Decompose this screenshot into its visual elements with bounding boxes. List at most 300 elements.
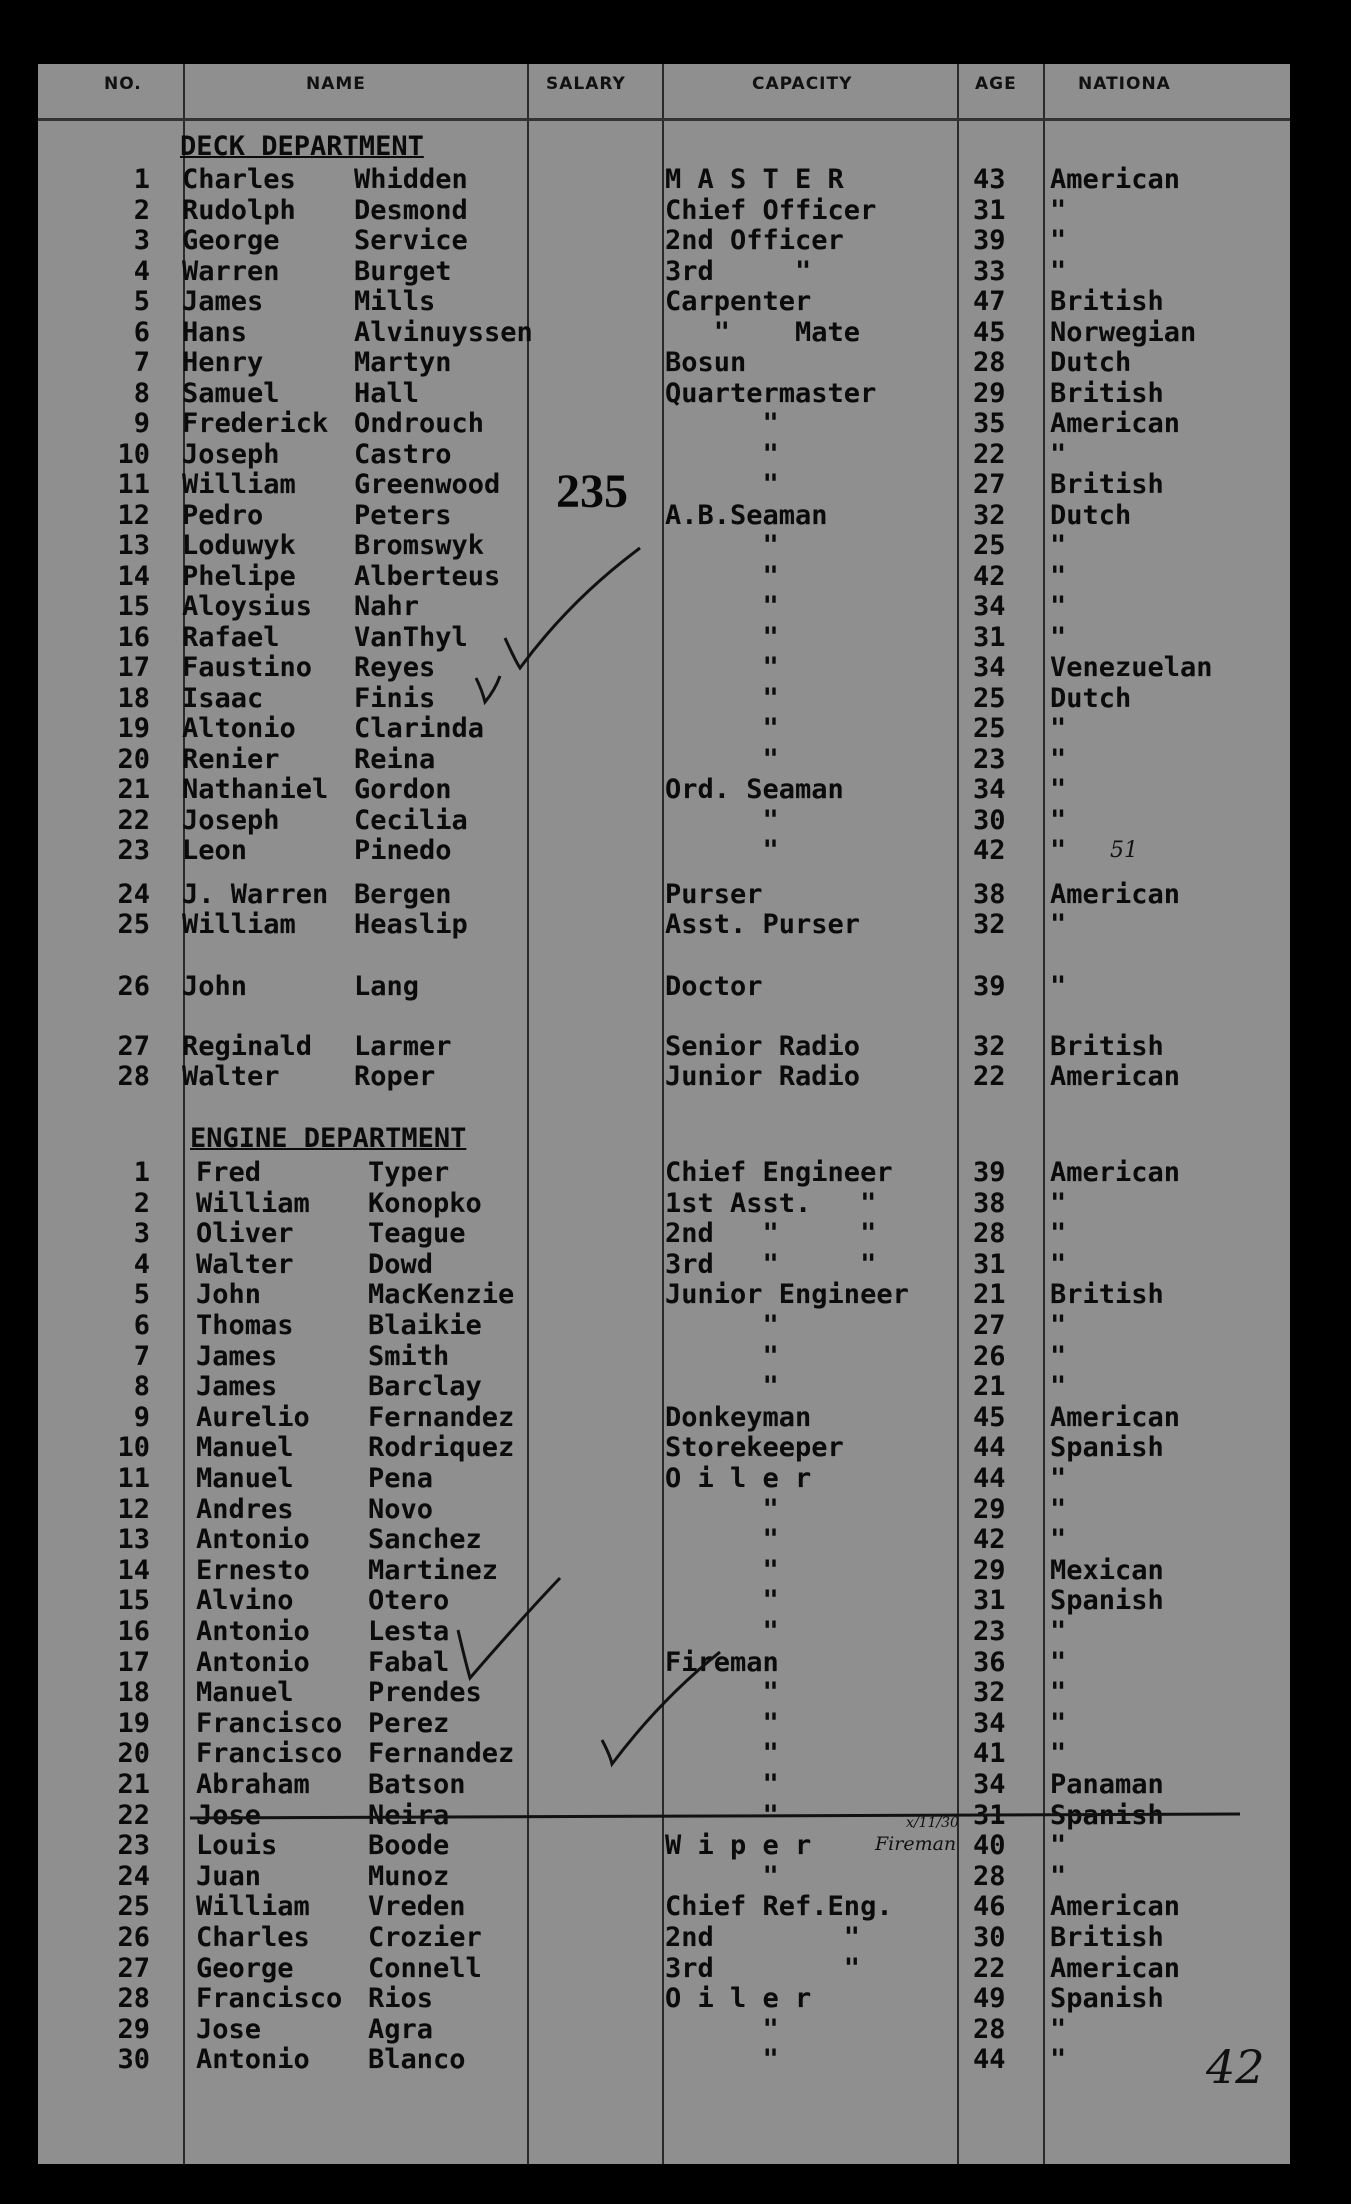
engine-age: 34: [973, 1769, 1006, 1800]
deck-last-name: Whidden: [354, 164, 468, 195]
engine-age: 21: [973, 1279, 1006, 1311]
deck-first-name: Hans: [182, 316, 248, 348]
engine-last-name: Novo: [368, 1493, 434, 1525]
deck-last-name: Alvinuyssen: [354, 316, 533, 348]
deck-last-name: Service: [354, 225, 468, 256]
deck-age: 27: [973, 469, 1006, 500]
deck-capacity: Junior Radio: [665, 1061, 861, 1092]
engine-capacity: 2nd " ": [665, 1218, 877, 1250]
engine-row-number: 7: [133, 1340, 150, 1372]
engine-age: 31: [973, 1248, 1006, 1280]
engine-nationality: Spanish: [1050, 1432, 1164, 1464]
engine-first-name: Alvino: [196, 1585, 294, 1617]
engine-age: 40: [973, 1830, 1006, 1862]
deck-capacity: ": [665, 469, 779, 500]
engine-last-name: Connell: [368, 1952, 482, 1984]
deck-age: 39: [973, 225, 1006, 256]
engine-capacity: 2nd ": [665, 1922, 861, 1953]
engine-first-name: Abraham: [196, 1769, 310, 1800]
deck-capacity: ": [665, 682, 779, 714]
engine-first-name: Fred: [196, 1157, 262, 1188]
engine-capacity: Junior Engineer: [665, 1279, 909, 1311]
engine-capacity: ": [665, 1585, 779, 1617]
engine-capacity: Storekeeper: [665, 1432, 844, 1464]
engine-age: 42: [973, 1524, 1006, 1556]
engine-age: 34: [973, 1707, 1006, 1739]
engine-age: 46: [973, 1891, 1006, 1923]
strike-line: [190, 1814, 1240, 1818]
deck-first-name: George: [182, 225, 280, 256]
deck-last-name: Martyn: [354, 347, 452, 378]
engine-first-name: James: [196, 1371, 278, 1403]
deck-capacity: Ord. Seaman: [665, 774, 844, 805]
engine-first-name: William: [196, 1891, 310, 1923]
engine-last-name: Lesta: [368, 1616, 450, 1647]
deck-nationality: British: [1050, 1031, 1164, 1062]
deck-age: 32: [973, 909, 1006, 940]
engine-capacity: ": [665, 2044, 779, 2076]
deck-row-number: 19: [117, 713, 150, 744]
engine-first-name: Manuel: [196, 1677, 294, 1709]
engine-last-name: Fabal: [368, 1646, 450, 1678]
deck-capacity: ": [665, 621, 779, 653]
deck-first-name: Warren: [182, 255, 280, 287]
deck-nationality: ": [1050, 560, 1067, 592]
header-age: AGE: [975, 74, 1017, 94]
deck-last-name: Heaslip: [354, 909, 468, 940]
deck-last-name: Bromswyk: [354, 530, 485, 561]
deck-row-number: 3: [133, 225, 150, 256]
engine-last-name: Smith: [368, 1340, 450, 1372]
engine-nationality: ": [1050, 1463, 1067, 1494]
deck-nationality: ": [1050, 804, 1067, 836]
deck-first-name: Rudolph: [182, 194, 296, 226]
deck-nationality: ": [1050, 621, 1067, 653]
engine-nationality: Spanish: [1050, 1799, 1164, 1831]
engine-row-number: 13: [117, 1524, 150, 1556]
deck-last-name: Lang: [354, 971, 420, 1002]
engine-row-number: 5: [133, 1279, 150, 1311]
deck-capacity: ": [665, 438, 779, 470]
deck-first-name: Leon: [182, 835, 248, 866]
deck-capacity: Quartermaster: [665, 377, 877, 409]
engine-row-number: 28: [117, 1983, 150, 2015]
engine-first-name: Antonio: [196, 1646, 310, 1678]
deck-row-number: 16: [117, 621, 150, 653]
engine-last-name: Barclay: [368, 1371, 482, 1403]
engine-row-number: 27: [117, 1952, 150, 1984]
engine-capacity: 1st Asst. ": [665, 1187, 877, 1219]
engine-last-name: Otero: [368, 1585, 450, 1617]
deck-capacity: Asst. Purser: [665, 909, 861, 940]
deck-last-name: Greenwood: [354, 469, 501, 500]
deck-age: 22: [973, 438, 1006, 470]
deck-age: 35: [973, 408, 1006, 439]
deck-row-number: 28: [117, 1061, 150, 1092]
engine-last-name: Fernandez: [368, 1738, 515, 1770]
deck-row-number: 8: [133, 377, 150, 409]
deck-row-number: 17: [117, 652, 150, 683]
deck-last-name: Cecilia: [354, 804, 468, 836]
engine-nationality: Spanish: [1050, 1983, 1164, 2015]
deck-first-name: Phelipe: [182, 560, 296, 592]
engine-nationality: American: [1050, 1157, 1181, 1188]
engine-row-number: 23: [117, 1830, 150, 1862]
engine-nationality: ": [1050, 1616, 1067, 1647]
deck-age: 38: [973, 879, 1006, 910]
engine-first-name: Ernesto: [196, 1554, 310, 1586]
engine-age: 44: [973, 1463, 1006, 1494]
deck-age: 25: [973, 682, 1006, 714]
engine-age: 29: [973, 1554, 1006, 1586]
deck-first-name: William: [182, 469, 296, 500]
engine-row-number: 20: [117, 1738, 150, 1770]
checkmark: [505, 548, 640, 668]
engine-row-number: 25: [117, 1891, 150, 1923]
engine-first-name: Jose: [196, 2013, 262, 2045]
engine-capacity: ": [665, 1371, 779, 1403]
engine-first-name: James: [196, 1340, 278, 1372]
engine-first-name: Aurelio: [196, 1401, 310, 1433]
engine-capacity: ": [665, 1799, 779, 1831]
deck-first-name: Joseph: [182, 804, 280, 836]
deck-age: 33: [973, 255, 1006, 287]
engine-last-name: Pena: [368, 1463, 434, 1494]
engine-age: 21: [973, 1371, 1006, 1403]
deck-capacity: ": [665, 713, 779, 744]
deck-nationality: ": [1050, 225, 1067, 256]
engine-first-name: Antonio: [196, 1524, 310, 1556]
deck-first-name: J. Warren: [182, 879, 329, 910]
engine-row-number: 6: [133, 1310, 150, 1341]
deck-capacity: ": [665, 835, 779, 866]
deck-capacity: ": [665, 408, 779, 439]
deck-last-name: VanThyl: [354, 621, 468, 653]
engine-last-name: Agra: [368, 2013, 434, 2045]
engine-row-number: 9: [133, 1401, 150, 1433]
engine-nationality: American: [1050, 1952, 1181, 1984]
engine-last-name: Sanchez: [368, 1524, 482, 1556]
engine-nationality: ": [1050, 1677, 1067, 1709]
deck-capacity: A.B.Seaman: [665, 499, 828, 531]
engine-row-number: 26: [117, 1922, 150, 1953]
engine-row-number: 29: [117, 2013, 150, 2045]
deck-age: 30: [973, 804, 1006, 836]
deck-capacity: M A S T E R: [665, 164, 844, 195]
engine-nationality: ": [1050, 1493, 1067, 1525]
deck-first-name: Henry: [182, 347, 264, 378]
engine-row-number: 22: [117, 1799, 150, 1831]
deck-nationality: ": [1050, 909, 1067, 940]
header-nationality: NATIONA: [1078, 74, 1171, 94]
deck-last-name: Peters: [354, 499, 452, 531]
engine-first-name: Jose: [196, 1799, 262, 1831]
engine-capacity: ": [665, 2013, 779, 2045]
engine-nationality: British: [1050, 1922, 1164, 1953]
engine-nationality: Spanish: [1050, 1585, 1164, 1617]
engine-age: 39: [973, 1157, 1006, 1188]
engine-first-name: John: [196, 1279, 262, 1311]
engine-last-name: Blaikie: [368, 1310, 482, 1341]
deck-nationality: ": [1050, 774, 1067, 805]
deck-nationality: ": [1050, 743, 1067, 775]
engine-capacity: ": [665, 1310, 779, 1341]
engine-capacity: Chief Ref.Eng.: [665, 1891, 893, 1923]
engine-age: 36: [973, 1646, 1006, 1678]
engine-last-name: MacKenzie: [368, 1279, 515, 1311]
deck-age: 45: [973, 316, 1006, 348]
deck-nationality: Venezuelan: [1050, 652, 1213, 683]
deck-age: 28: [973, 347, 1006, 378]
engine-last-name: Rodriquez: [368, 1432, 515, 1464]
deck-first-name: Samuel: [182, 377, 280, 409]
deck-capacity: Purser: [665, 879, 763, 910]
deck-age: 22: [973, 1061, 1006, 1092]
engine-nationality: ": [1050, 1707, 1067, 1739]
engine-capacity: ": [665, 1738, 779, 1770]
engine-capacity: 3rd " ": [665, 1248, 877, 1280]
engine-capacity: 3rd ": [665, 1952, 861, 1984]
engine-nationality: ": [1050, 1830, 1067, 1862]
age-mark: 51: [1110, 838, 1138, 863]
deck-last-name: Bergen: [354, 879, 452, 910]
deck-capacity: ": [665, 591, 779, 622]
engine-nationality: ": [1050, 1340, 1067, 1372]
deck-row-number: 6: [133, 316, 150, 348]
deck-nationality: ": [1050, 713, 1067, 744]
fireman-note: Fireman: [875, 1833, 957, 1855]
engine-last-name: Crozier: [368, 1922, 482, 1953]
engine-first-name: Louis: [196, 1830, 278, 1862]
deck-first-name: Loduwyk: [182, 530, 296, 561]
engine-nationality: ": [1050, 1524, 1067, 1556]
deck-last-name: Pinedo: [354, 835, 452, 866]
engine-first-name: Juan: [196, 1860, 262, 1892]
deck-nationality: British: [1050, 286, 1164, 317]
engine-age: 28: [973, 1218, 1006, 1250]
deck-department-title: DECK DEPARTMENT: [180, 131, 424, 162]
engine-row-number: 19: [117, 1707, 150, 1739]
deck-capacity: 2nd Officer: [665, 225, 844, 256]
deck-first-name: Renier: [182, 743, 280, 775]
deck-row-number: 1: [133, 164, 150, 195]
engine-row-number: 2: [133, 1187, 150, 1219]
engine-row-number: 24: [117, 1860, 150, 1892]
engine-last-name: Prendes: [368, 1677, 482, 1709]
engine-capacity: Fireman: [665, 1646, 779, 1678]
deck-first-name: Frederick: [182, 408, 329, 439]
engine-age: 41: [973, 1738, 1006, 1770]
deck-capacity: " Mate: [665, 316, 861, 348]
engine-nationality: ": [1050, 1646, 1067, 1678]
engine-capacity: ": [665, 1524, 779, 1556]
engine-nationality: ": [1050, 1738, 1067, 1770]
engine-first-name: Manuel: [196, 1463, 294, 1494]
engine-capacity: ": [665, 1493, 779, 1525]
engine-capacity: Chief Engineer: [665, 1157, 893, 1188]
header-no: NO.: [104, 74, 142, 94]
deck-capacity: Senior Radio: [665, 1031, 861, 1062]
deck-age: 31: [973, 621, 1006, 653]
deck-age: 31: [973, 194, 1006, 226]
deck-nationality: British: [1050, 377, 1164, 409]
deck-nationality: American: [1050, 408, 1181, 439]
deck-last-name: Gordon: [354, 774, 452, 805]
checkmark: [476, 676, 500, 702]
engine-nationality: ": [1050, 2013, 1067, 2045]
deck-first-name: Aloysius: [182, 591, 313, 622]
deck-last-name: Burget: [354, 255, 452, 287]
deck-first-name: Charles: [182, 164, 296, 195]
deck-row-number: 5: [133, 286, 150, 317]
deck-age: 23: [973, 743, 1006, 775]
engine-capacity: ": [665, 1554, 779, 1586]
deck-age: 34: [973, 774, 1006, 805]
engine-age: 44: [973, 2044, 1006, 2076]
deck-first-name: Rafael: [182, 621, 280, 653]
deck-nationality: Dutch: [1050, 347, 1132, 378]
deck-row-number: 18: [117, 682, 150, 714]
deck-age: 39: [973, 971, 1006, 1002]
engine-age: 38: [973, 1187, 1006, 1219]
date-note: x/11/30: [906, 1815, 959, 1831]
deck-row-number: 14: [117, 560, 150, 592]
engine-row-number: 8: [133, 1371, 150, 1403]
header-name: NAME: [306, 74, 366, 94]
deck-age: 29: [973, 377, 1006, 409]
engine-first-name: Andres: [196, 1493, 294, 1525]
deck-age: 34: [973, 591, 1006, 622]
deck-first-name: Faustino: [182, 652, 313, 683]
deck-last-name: Reina: [354, 743, 436, 775]
deck-first-name: James: [182, 286, 264, 317]
engine-first-name: Oliver: [196, 1218, 294, 1250]
engine-nationality: Mexican: [1050, 1554, 1164, 1586]
deck-row-number: 4: [133, 255, 150, 287]
engine-capacity: ": [665, 1769, 779, 1800]
engine-age: 32: [973, 1677, 1006, 1709]
engine-last-name: Fernandez: [368, 1401, 515, 1433]
engine-first-name: George: [196, 1952, 294, 1984]
deck-last-name: Alberteus: [354, 560, 501, 592]
engine-row-number: 10: [117, 1432, 150, 1464]
engine-row-number: 12: [117, 1493, 150, 1525]
engine-age: 28: [973, 1860, 1006, 1892]
engine-nationality: American: [1050, 1891, 1181, 1923]
deck-capacity: ": [665, 560, 779, 592]
engine-row-number: 1: [133, 1157, 150, 1188]
deck-first-name: Reginald: [182, 1031, 313, 1062]
deck-first-name: Joseph: [182, 438, 280, 470]
deck-nationality: American: [1050, 164, 1181, 195]
deck-capacity: ": [665, 804, 779, 836]
deck-first-name: William: [182, 909, 296, 940]
engine-nationality: ": [1050, 1310, 1067, 1341]
deck-nationality: ": [1050, 438, 1067, 470]
deck-last-name: Larmer: [354, 1031, 452, 1062]
engine-row-number: 14: [117, 1554, 150, 1586]
deck-row-number: 27: [117, 1031, 150, 1062]
engine-last-name: Boode: [368, 1830, 450, 1862]
engine-capacity: O i l e r: [665, 1983, 812, 2015]
engine-age: 28: [973, 2013, 1006, 2045]
salary-total: 235: [556, 465, 628, 518]
engine-capacity: ": [665, 1707, 779, 1739]
engine-nationality: ": [1050, 1371, 1067, 1403]
checkmark: [602, 1652, 720, 1764]
engine-age: 44: [973, 1432, 1006, 1464]
engine-last-name: Konopko: [368, 1187, 482, 1219]
deck-age: 25: [973, 530, 1006, 561]
deck-last-name: Finis: [354, 682, 436, 714]
deck-nationality: ": [1050, 835, 1067, 866]
engine-nationality: ": [1050, 1187, 1067, 1219]
deck-nationality: ": [1050, 255, 1067, 287]
engine-nationality: American: [1050, 1401, 1181, 1433]
engine-last-name: Batson: [368, 1769, 466, 1800]
engine-last-name: Perez: [368, 1707, 450, 1739]
deck-row-number: 25: [117, 909, 150, 940]
engine-age: 31: [973, 1799, 1006, 1831]
engine-row-number: 3: [133, 1218, 150, 1250]
engine-age: 27: [973, 1310, 1006, 1341]
deck-age: 32: [973, 499, 1006, 531]
engine-nationality: Panaman: [1050, 1769, 1164, 1800]
deck-row-number: 26: [117, 971, 150, 1002]
engine-row-number: 21: [117, 1769, 150, 1800]
header-salary: SALARY: [546, 74, 626, 94]
deck-first-name: Altonio: [182, 713, 296, 744]
engine-age: 45: [973, 1401, 1006, 1433]
deck-row-number: 7: [133, 347, 150, 378]
deck-row-number: 9: [133, 408, 150, 439]
deck-row-number: 23: [117, 835, 150, 866]
engine-age: 29: [973, 1493, 1006, 1525]
deck-age: 32: [973, 1031, 1006, 1062]
engine-first-name: Antonio: [196, 2044, 310, 2076]
engine-row-number: 30: [117, 2044, 150, 2076]
engine-age: 31: [973, 1585, 1006, 1617]
deck-age: 43: [973, 164, 1006, 195]
deck-nationality: American: [1050, 1061, 1181, 1092]
deck-age: 42: [973, 560, 1006, 592]
deck-row-number: 24: [117, 879, 150, 910]
deck-nationality: ": [1050, 530, 1067, 561]
deck-first-name: John: [182, 971, 248, 1002]
engine-age: 49: [973, 1983, 1006, 2015]
engine-capacity: ": [665, 1860, 779, 1892]
engine-first-name: Thomas: [196, 1310, 294, 1341]
deck-nationality: Norwegian: [1050, 316, 1197, 348]
engine-last-name: Typer: [368, 1157, 450, 1188]
engine-first-name: Francisco: [196, 1738, 343, 1770]
deck-nationality: British: [1050, 469, 1164, 500]
engine-row-number: 16: [117, 1616, 150, 1647]
engine-nationality: ": [1050, 2044, 1067, 2076]
engine-capacity: ": [665, 1340, 779, 1372]
engine-last-name: Neira: [368, 1799, 450, 1831]
engine-last-name: Teague: [368, 1218, 466, 1250]
deck-row-number: 15: [117, 591, 150, 622]
engine-row-number: 17: [117, 1646, 150, 1678]
engine-last-name: Blanco: [368, 2044, 466, 2076]
deck-capacity: Doctor: [665, 971, 763, 1002]
deck-age: 42: [973, 835, 1006, 866]
engine-first-name: Francisco: [196, 1707, 343, 1739]
deck-first-name: Nathaniel: [182, 774, 329, 805]
deck-nationality: ": [1050, 591, 1067, 622]
deck-capacity: Bosun: [665, 347, 747, 378]
